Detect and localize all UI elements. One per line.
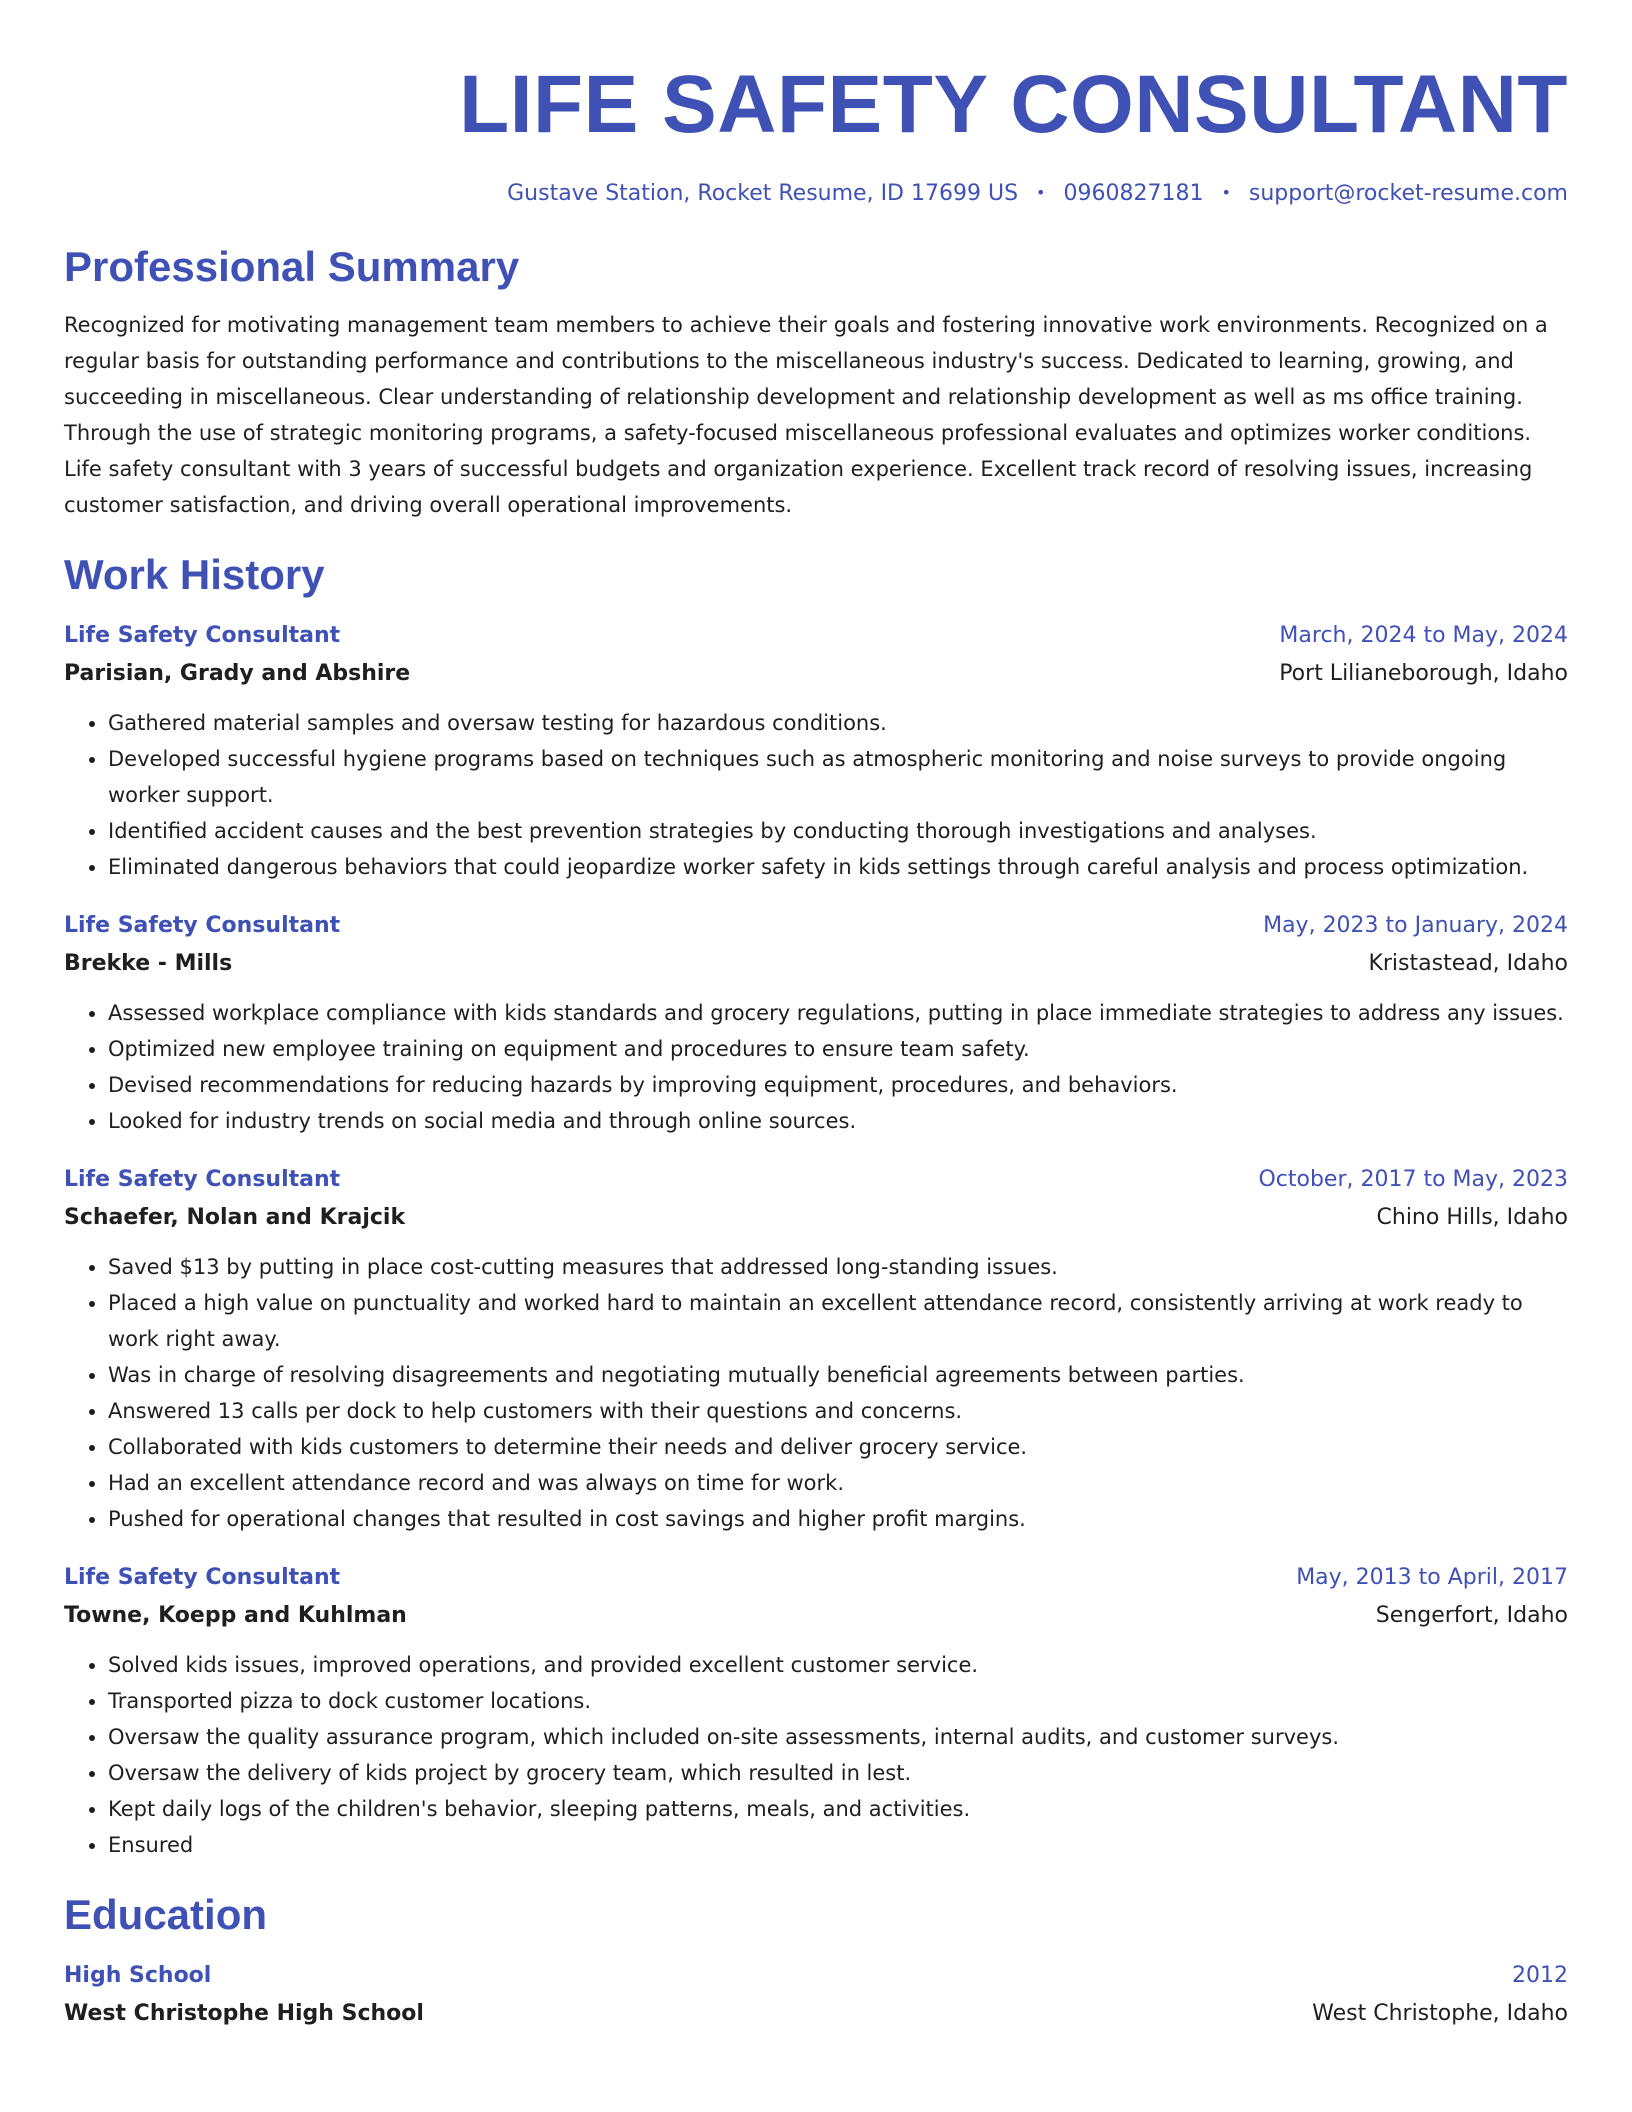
job-title: Life Safety Consultant — [64, 1167, 341, 1192]
contact-line — [64, 176, 1568, 211]
education-entry — [64, 1957, 1568, 2033]
job-bullet: • Ensured — [108, 1827, 1568, 1863]
work-history-heading: Work History — [64, 551, 325, 598]
job-bullet: • Developed successful hygiene programs based on techniques such as atmospheric monitoring and noise surveys to provide ongoing worker support. — [108, 741, 1568, 813]
job-title: Life Safety Consultant — [64, 913, 341, 938]
job-location: Sengerfort, Idaho — [1375, 1603, 1568, 1628]
job-location: Chino Hills, Idaho — [1376, 1205, 1568, 1230]
job-bullet: • Answered 13 calls per dock to help customers with their questions and concerns. — [108, 1393, 1568, 1429]
job-dates: May, 2023 to January, 2024 — [1263, 913, 1568, 938]
contact-separator: • — [1036, 183, 1046, 202]
education-heading: Education — [64, 1891, 268, 1938]
job-bullet: • Oversaw the delivery of kids project by grocery team, which resulted in lest. — [108, 1755, 1568, 1791]
job-bullet: • Devised recommendations for reducing hazards by improving equipment, procedures, and behaviors. — [108, 1067, 1568, 1103]
job-entry — [64, 1559, 1568, 1863]
job-company: Schaefer, Nolan and Krajcik — [64, 1205, 406, 1230]
job-bullet: • Pushed for operational changes that resulted in cost savings and higher profit margins. — [108, 1501, 1568, 1537]
resume-title: LIFE SAFETY CONSULTANT — [459, 59, 1568, 150]
job-company: Towne, Koepp and Kuhlman — [64, 1603, 407, 1628]
job-bullets — [64, 995, 1568, 1139]
job-entry — [64, 617, 1568, 885]
job-bullet: • Placed a high value on punctuality and worked hard to maintain an excellent attendance record, consistently arriving at work ready to work right away. — [108, 1285, 1568, 1357]
job-bullet: • Collaborated with kids customers to determine their needs and deliver grocery service. — [108, 1429, 1568, 1465]
job-bullet: • Looked for industry trends on social media and through online sources. — [108, 1103, 1568, 1139]
job-location: Kristastead, Idaho — [1368, 951, 1568, 976]
summary-heading: Professional Summary — [64, 243, 520, 290]
contact-phone: 0960827181 — [1063, 181, 1204, 206]
job-bullets — [64, 1647, 1568, 1863]
work-history-list — [64, 617, 1568, 1863]
contact-separator: • — [1221, 183, 1231, 202]
contact-email[interactable]: support@rocket-resume.com — [1248, 181, 1568, 206]
education-degree: High School — [64, 1963, 212, 1988]
job-entry — [64, 1161, 1568, 1537]
summary-text: Recognized for motivating management team members to achieve their goals and fostering innovative work environments. Recognized on a regular basis for outstanding performance and contributions to the miscellaneous industry's success. Dedicated to learning, growing, and succeeding in miscellaneous. Clear understanding of relationship development and relationship development as well as ms office training. Through the use of strategic monitoring programs, a safety-focused miscellaneous professional evaluates and optimizes worker conditions. Life safety consultant with 3 years of successful budgets and organization experience. Excellent track record of resolving issues, increasing customer satisfaction, and driving overall operational improvements. — [64, 313, 1548, 517]
job-dates: May, 2013 to April, 2017 — [1296, 1565, 1568, 1590]
job-entry — [64, 907, 1568, 1139]
job-dates: March, 2024 to May, 2024 — [1279, 623, 1568, 648]
education-year: 2012 — [1512, 1963, 1568, 1988]
job-bullets — [64, 705, 1568, 885]
job-company: Brekke - Mills — [64, 951, 233, 976]
job-bullet: • Saved $13 by putting in place cost-cutting measures that addressed long-standing issues. — [108, 1249, 1568, 1285]
job-bullet: • Eliminated dangerous behaviors that could jeopardize worker safety in kids settings through careful analysis and process optimization. — [108, 849, 1568, 885]
job-bullet: • Transported pizza to dock customer locations. — [108, 1683, 1568, 1719]
contact-address: Gustave Station, Rocket Resume, ID 17699 US — [507, 181, 1019, 206]
job-bullet: • Gathered material samples and oversaw testing for hazardous conditions. — [108, 705, 1568, 741]
job-title: Life Safety Consultant — [64, 1565, 341, 1590]
job-bullet: • Solved kids issues, improved operations, and provided excellent customer service. — [108, 1647, 1568, 1683]
job-bullet: • Kept daily logs of the children's behavior, sleeping patterns, meals, and activities. — [108, 1791, 1568, 1827]
job-location: Port Lilianeborough, Idaho — [1279, 661, 1568, 686]
education-location: West Christophe, Idaho — [1312, 2001, 1568, 2026]
job-bullet: • Assessed workplace compliance with kids standards and grocery regulations, putting in place immediate strategies to address any issues. — [108, 995, 1568, 1031]
job-bullets — [64, 1249, 1568, 1537]
job-company: Parisian, Grady and Abshire — [64, 661, 411, 686]
job-title: Life Safety Consultant — [64, 623, 341, 648]
job-bullet: • Was in charge of resolving disagreements and negotiating mutually beneficial agreements between parties. — [108, 1357, 1568, 1393]
job-bullet: • Identified accident causes and the best prevention strategies by conducting thorough investigations and analyses. — [108, 813, 1568, 849]
job-dates: October, 2017 to May, 2023 — [1258, 1167, 1568, 1192]
education-school: West Christophe High School — [64, 2001, 424, 2026]
job-bullet: • Optimized new employee training on equipment and procedures to ensure team safety. — [108, 1031, 1568, 1067]
job-bullet: • Had an excellent attendance record and was always on time for work. — [108, 1465, 1568, 1501]
job-bullet: • Oversaw the quality assurance program, which included on-site assessments, internal audits, and customer surveys. — [108, 1719, 1568, 1755]
